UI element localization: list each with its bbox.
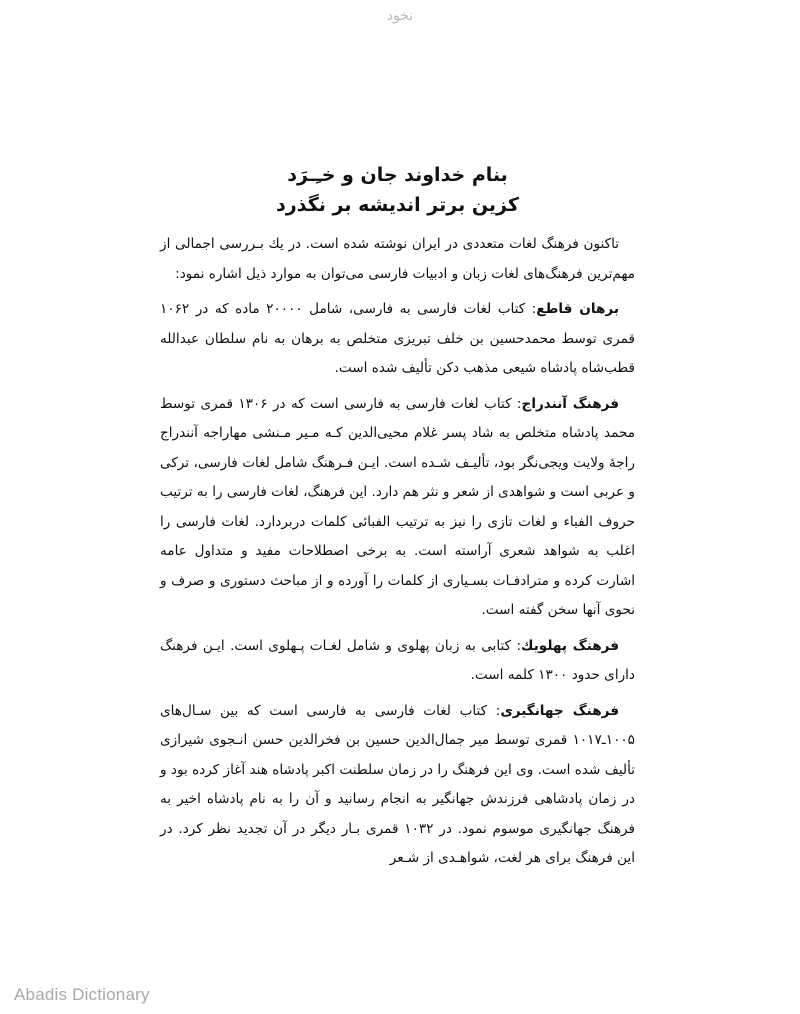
paragraph-intro [160,230,635,289]
paragraph-text: : کتاب لغات فارسی به فارسی، شامل ۲۰۰۰۰ ماده که در ۱۰۶۲ قمری توسط محمدحسین بن خلف تبریزی متخلص به برهان به نام سلطان عبدالله قطب‌شاه پادشاه شیعی مذهب دکن تألیف شده است. [160,301,635,376]
header-word: نخود [386,8,414,24]
paragraph-jahangiri [160,697,635,874]
paragraph-term: فرهنگ آنندراج [521,395,620,412]
paragraph-anandraj [160,390,635,626]
title-line-2: کزین برتر اندیشه بر نگذرد [276,194,519,216]
paragraph-term: برهان قاطع [536,301,619,317]
paragraph-text: : کتابی به زبان پهلوی و شامل لغـات پـهلوی است. ایـن فرهنگ دارای حدود ۱۳۰۰ کلمه است. [160,637,635,683]
book-page [160,160,635,880]
paragraph-term: فرهنگ جهانگیری [500,702,619,719]
paragraph-borhan-ghate [160,295,635,384]
body-text [160,230,635,874]
paragraph-text: : کتاب لغات فارسی به فارسی است که بین سـال‌های ۱۰۰۵ـ۱۰۱۷ قمری توسط میر جمال‌الدین حسین بن فخرالدین حسن انـجوی شیرازی تألیف شده است. وی این فرهنگ را در زمان سلطنت اکبر پادشاه هند آغاز کرده بود و در زمان پادشاهی فرزندش جهانگیر به انجام رسانید و آن را به نام پادشاه اخیر به فرهنگ جهانگیری موسوم نمود. در ۱۰۳۲ قمری بـار دیگر در آن تجدید نظر کرد. در این فرهنگ برای هر لغت، شواهـدی از شـعر [160,702,635,866]
paragraph-text: : کتاب لغات فارسی به فارسی است که در ۱۳۰۶ قمری توسط محمد پادشاه متخلص به شاد پسر غلام محیی‌الدین کـه مـیر مـنشی مهاراجه آنندراج راجهٔ ولایت ویجی‌نگر بود، تألیـف شـده است. ایـن فـرهنگ شامل لغات فارسی، ترکی و عربی است و شواهدی از شعر و نثر هم دارد. این فرهنگ، لغات فارسی را به ترتیب حروف الفباء و لغات تازی را نیز به ترتیب الفبائی کلمات دربردارد. لغات فارسی را اغلب به شواهد شعری آراسته است. به برخی اصطلاحات مفید و متداول عامه اشارت کرده و مترادفـات بسـیاری از کلمات را آورده و از مباحث دستوری و صرف و نحوی آنها سخن گفته است. [160,395,635,618]
paragraph-pahlavik [160,632,635,691]
title-line-1: بنام خداوند جان و خـِـرَد [287,164,508,186]
paragraph-text: تاکنون فرهنگ لغات متعددی در ایران نوشته شده است. در یك بـررسی اجمالی از مهم‌ترین فرهنگ‌های لغات زبان و ادبیات فارسی می‌توان به موارد ذیل اشاره نمود: [160,236,635,282]
site-watermark: Abadis Dictionary [14,985,150,1004]
paragraph-term: فرهنگ پهلویك [521,637,619,654]
page-title [160,160,635,220]
